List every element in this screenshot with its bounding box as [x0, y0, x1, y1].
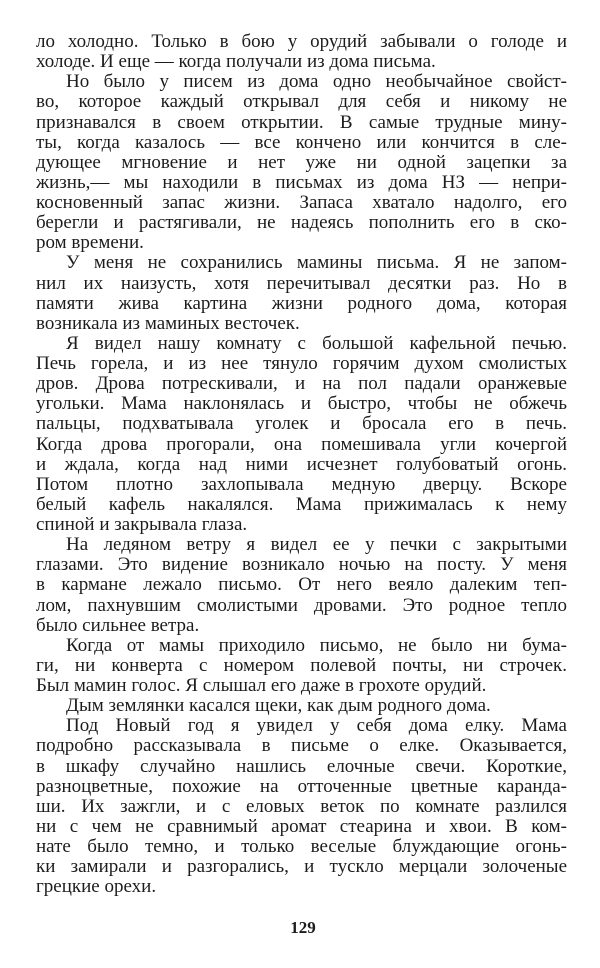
text-line: Под Новый год я увидел у себя дома елку. Мама	[66, 716, 567, 737]
text-line: нате было темно, и только веселые блуждающие огонь-	[36, 837, 567, 857]
text-line: жизнь,— мы находили в письмах из дома НЗ — непри-	[36, 172, 567, 193]
text-line: ки замирали и разгорались, и тускло мерцали золоченые	[36, 857, 567, 878]
text-line: берегли и растягивали, не надеясь пополнить его в ско-	[36, 213, 567, 234]
text-line: грецкие орехи.	[36, 877, 157, 898]
paragraph	[36, 535, 567, 636]
text-line: лом, пахнувшим смолистыми дровами. Это родное тепло	[36, 595, 567, 616]
text-line: косновенный запас жизни. Запаса хватало надолго, его	[36, 193, 567, 213]
text-line: Дым землянки касался щеки, как дым родного дома.	[66, 696, 491, 717]
text-line: пальцы, подхватывала уголек и бросала его в печь.	[36, 414, 567, 435]
paragraph	[36, 253, 567, 334]
text-line: холоде. И еще — когда получали из дома письма.	[36, 52, 436, 73]
book-page-text	[36, 32, 567, 897]
text-line: У меня не сохранились мамины письма. Я не запом-	[66, 253, 567, 274]
text-line: дующее мгновение и нет уже ни одной зацепки за	[36, 152, 567, 173]
text-line: признавался в своем открытии. В самые трудные мину-	[36, 112, 567, 133]
text-line: Когда от мамы приходило письмо, не было ни бума-	[66, 635, 567, 656]
text-line: На ледяном ветру я видел ее у печки с закрытыми	[66, 535, 567, 556]
page-number: 129	[290, 918, 316, 937]
paragraph	[36, 716, 567, 897]
text-line: во, которое каждый открывал для себя и никому не	[36, 92, 567, 113]
paragraph	[36, 696, 567, 716]
text-line: в шкафу случайно нашлись елочные свечи. Короткие,	[36, 756, 567, 777]
text-line: глазами. Это видение возникало ночью на посту. У меня	[36, 555, 567, 576]
text-line: нил их наизусть, хотя перечитывал десятки раз. Но в	[36, 273, 567, 294]
text-line: ло холодно. Только в бою у орудий забывали о голоде и	[36, 32, 567, 52]
paragraph	[36, 32, 567, 72]
text-line: подробно рассказывала в письме о елке. Оказывается,	[36, 736, 567, 757]
paragraph	[36, 72, 567, 253]
text-line: белый кафель накалялся. Мама прижималась к нему	[36, 494, 567, 515]
text-line: Печь горела, и из нее тянуло горячим духом смолистых	[36, 354, 567, 374]
text-line: ши. Их зажгли, и с еловых веток по комнате разлился	[36, 796, 567, 817]
text-line: памяти жива картина жизни родного дома, которая	[36, 293, 567, 314]
text-line: возникала из маминых весточек.	[36, 313, 300, 334]
text-line: Был мамин голос. Я слышал его даже в грохоте орудий.	[36, 676, 487, 696]
paragraph	[36, 334, 567, 535]
text-line: ни с чем не сравнимый аромат стеарина и хвои. В ком-	[36, 816, 567, 837]
text-line: спиной и закрывала глаза.	[36, 515, 248, 535]
paragraph	[36, 636, 567, 696]
text-line: дров. Дрова потрескивали, и на пол падали оранжевые	[36, 374, 567, 395]
text-line: разноцветные, похожие на отточенные цветные каранда-	[36, 776, 567, 797]
text-line: ты, когда казалось — все кончено или кончится в сле-	[36, 132, 567, 153]
text-line: было сильнее ветра.	[36, 615, 200, 636]
text-line: ром времени.	[36, 233, 144, 254]
text-line: Но было у писем из дома одно необычайное свойст-	[66, 72, 567, 93]
text-line: и ждала, когда над ними исчезнет голубоватый огонь.	[36, 454, 567, 475]
text-line: Я видел нашу комнату с большой кафельной печью.	[66, 333, 567, 354]
text-line: в кармане лежало письмо. От него веяло далеким теп-	[36, 575, 567, 596]
text-line: ги, ни конверта с номером полевой почты, ни строчек.	[36, 655, 567, 676]
text-line: Когда дрова прогорали, она помешивала угли кочергой	[36, 434, 567, 455]
text-line: Потом плотно захлопывала медную дверцу. Вскоре	[36, 474, 567, 495]
text-line: угольки. Мама наклонялась и быстро, чтобы не обжечь	[36, 394, 567, 415]
